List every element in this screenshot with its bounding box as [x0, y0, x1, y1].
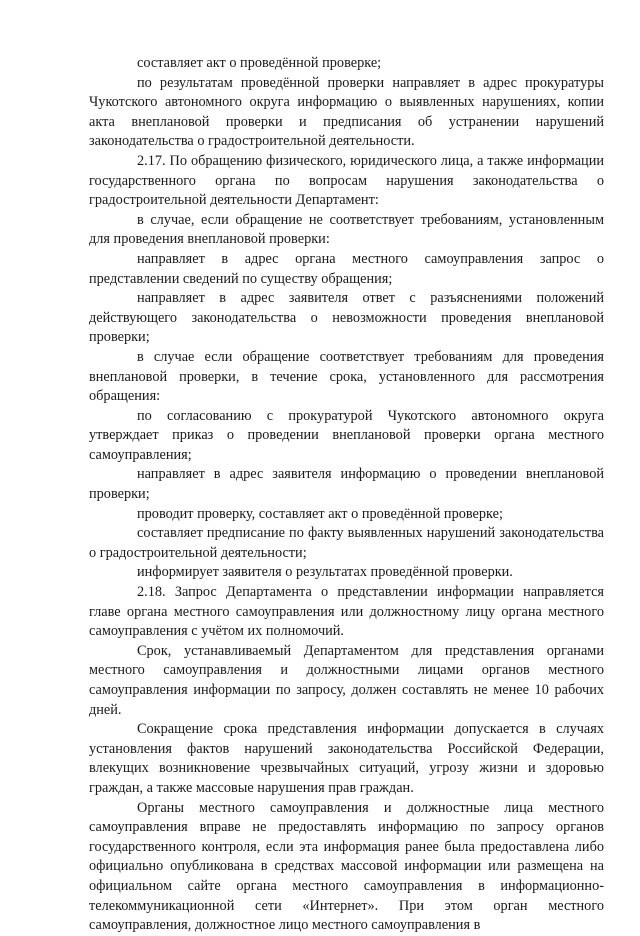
paragraph-deadline: Срок, устанавливаемый Департаментом для представления органами местного самоуправления и должностными лицами органов местного самоуправления информации по запросу, должен составлять не менее 10 рабочих дней.	[89, 642, 604, 718]
paragraph-send-response: направляет в адрес заявителя ответ с разъяснениями положений действующего законодательства о невозможности проведения внеплановой проверки;	[89, 290, 604, 346]
paragraph-2-17: 2.17. По обращению физического, юридического лица, а также информации государственного органа по вопросам нарушения законодательства о градостроительной деятельности Департамент:	[89, 152, 604, 209]
document-page	[89, 54, 604, 936]
paragraph-issue-order: составляет предписание по факту выявленных нарушений законодательства о градостроительной деятельности;	[89, 525, 604, 561]
paragraph-deadline-reduction: Сокращение срока представления информации допускается в случаях установления фактов нарушений законодательства Российской Федерации, влекущих возникновение чрезвычайных ситуаций, угрозу жизни и здоровью граждан, а также массовые нарушения прав граждан.	[89, 721, 604, 796]
paragraph-noncompliant-case: в случае, если обращение не соответствует требованиям, установленным для проведения внеплановой проверки:	[89, 211, 604, 248]
paragraph-inform-applicant: направляет в адрес заявителя информацию о проведении внеплановой проверки;	[89, 466, 604, 503]
paragraph-prosecutor-report: по результатам проведённой проверки направляет в адрес прокуратуры Чукотского автономного округа информацию о выявленных нарушениях, копии акта внеплановой проверки и предписания об устранении нарушений законодательства о градостроительной деятельности.	[89, 74, 604, 150]
paragraph-send-request: направляет в адрес органа местного самоуправления запрос о представлении сведений по существу обращения;	[89, 250, 604, 287]
paragraph-approve-order: по согласованию с прокуратурой Чукотского автономного округа утверждает приказ о проведении внеплановой проверки органа местного самоуправления;	[89, 407, 604, 463]
paragraph-act-compiled: составляет акт о проведённой проверке;	[137, 55, 382, 71]
paragraph-inform-results: информирует заявителя о результатах проведённой проверки.	[137, 564, 513, 581]
paragraph-2-18: 2.18. Запрос Департамента о представлении информации направляется главе органа местного самоуправления или должностному лицу органа местного самоуправления с учётом их полномочий.	[89, 584, 604, 640]
paragraph-right-not-to-provide: Органы местного самоуправления и должностные лица местного самоуправления вправе не предоставлять информацию по запросу органов государственного контроля, если эта информация ранее была предоставлена либо официально опубликована в средствах массовой информации или размещена на официальном сайте органа местного самоуправления в информационно-телекоммуникационной сети «Интернет». При этом орган местного самоуправления, должностное лицо местного самоуправления в	[89, 799, 604, 934]
paragraph-conduct-check: проводит проверку, составляет акт о проведённой проверке;	[137, 505, 503, 522]
paragraph-compliant-case: в случае если обращение соответствует требованиям для проведения внеплановой проверки, в течение срока, установленного для рассмотрения обращения:	[89, 348, 604, 405]
